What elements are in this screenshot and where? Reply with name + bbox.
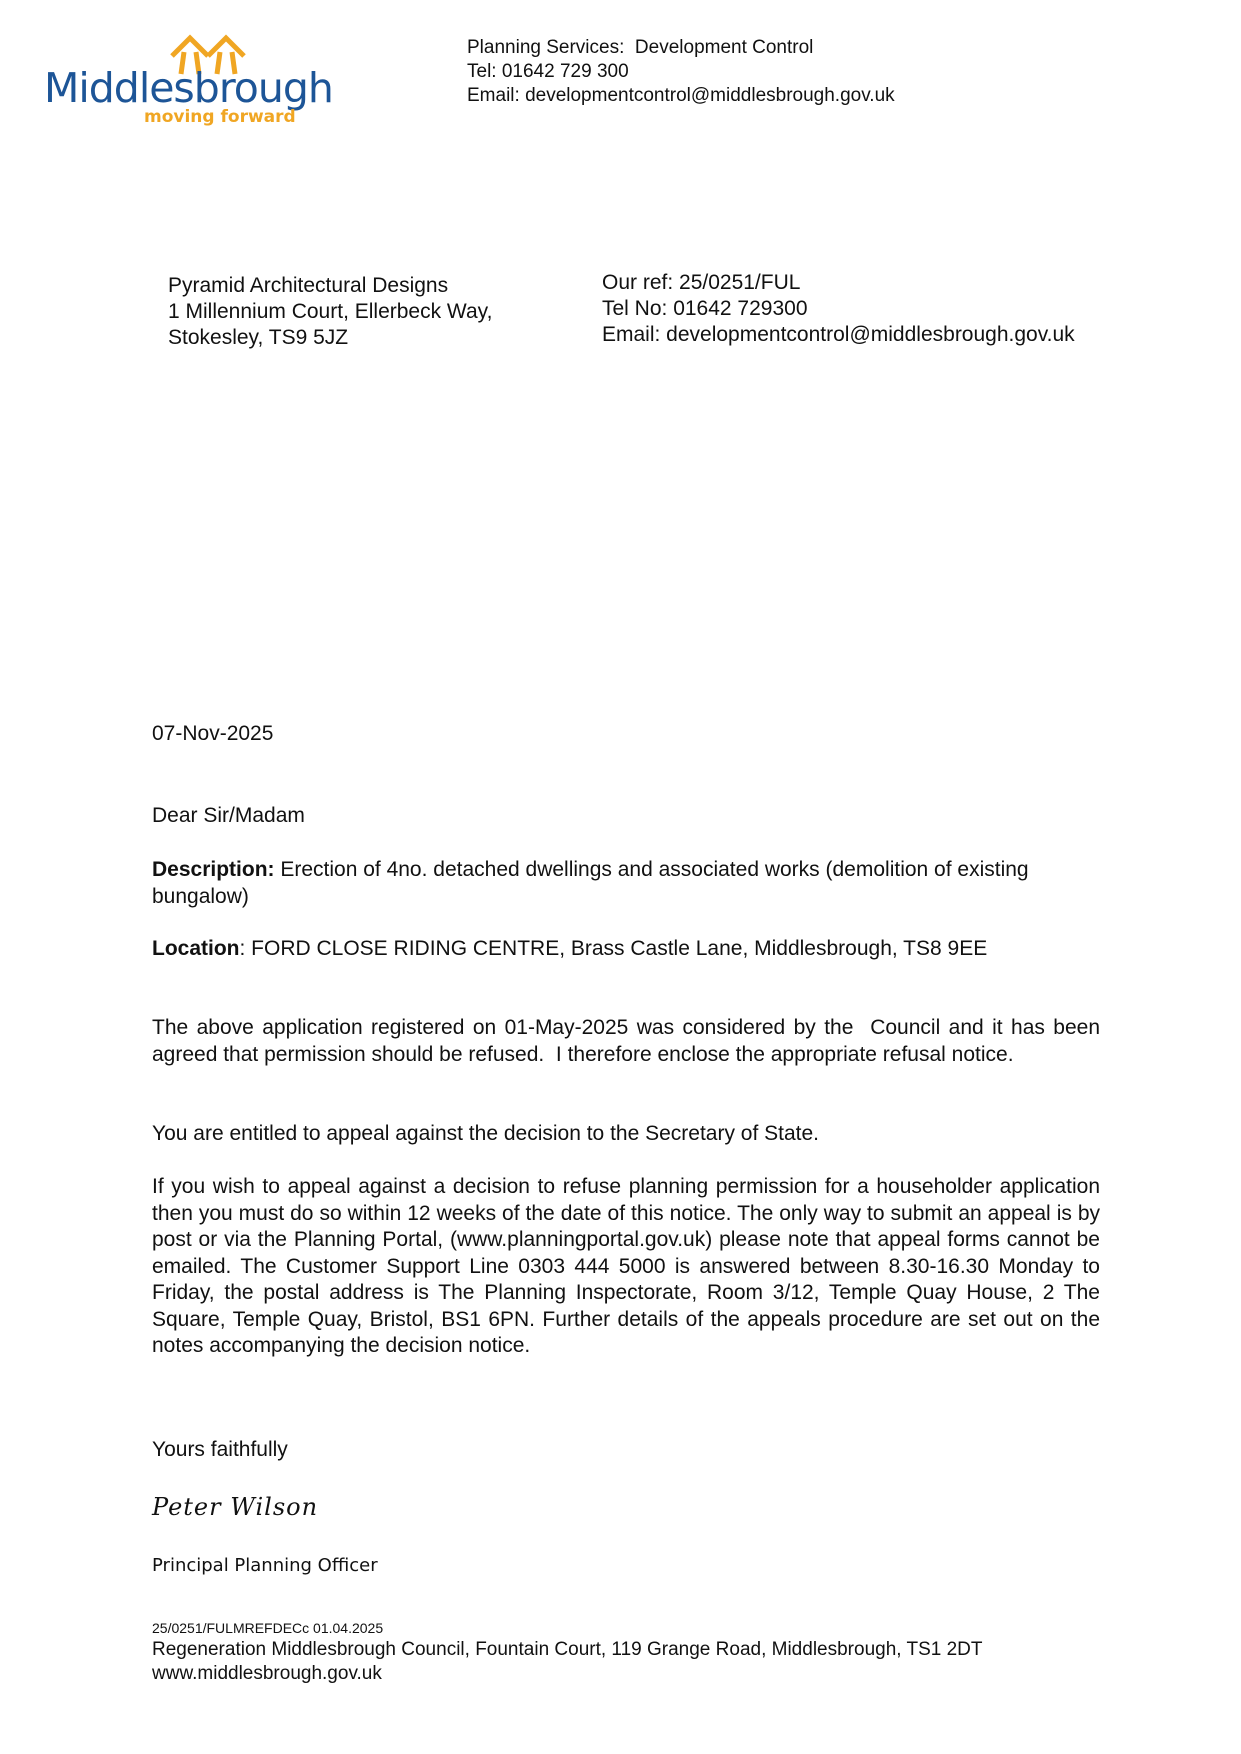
- sender-header: [467, 36, 895, 108]
- recipient-name: Pyramid Architectural Designs: [168, 274, 449, 297]
- location-label: Location: [152, 937, 240, 960]
- logo-tagline: moving forward: [144, 107, 296, 127]
- ref-tel: Tel No: 01642 729300: [602, 297, 808, 320]
- description-label: Description:: [152, 858, 275, 881]
- header-tel: Tel: 01642 729 300: [467, 61, 629, 82]
- our-ref: Our ref: 25/0251/FUL: [602, 271, 801, 294]
- department-line: Planning Services: Development Control: [467, 37, 814, 58]
- paragraph-appeal-right: You are entitled to appeal against the decision to the Secretary of State.: [152, 1122, 820, 1145]
- paragraph-appeal-process: If you wish to appeal against a decision to refuse planning permission for a householder application then you must do so within 12 weeks of the date of this notice. The only way to submit an appeal is by post or via the Planning Portal, (www.planningportal.gov.uk) please note that appeal forms cannot be emailed. The Customer Support Line 0303 444 5000 is answered between 8.30-16.30 Monday to Friday, the postal address is The Planning Inspectorate, Room 3/12, Temple Quay House, 2 The Square, Temple Quay, Bristol, BS1 6PN. Further details of the appeals procedure are set out on the notes accompanying the decision notice.: [152, 1175, 1100, 1357]
- footer-doc-code: 25/0251/FULMREFDECc 01.04.2025: [152, 1620, 384, 1636]
- recipient-address: [168, 273, 492, 351]
- letter-date: 07-Nov-2025: [152, 722, 274, 745]
- recipient-line1: 1 Millennium Court, Ellerbeck Way,: [168, 300, 493, 323]
- paragraph-decision: The above application registered on 01-May-2025 was considered by the Council and it has been agreed that permission should be refused. I therefore enclose the appropriate refusal notice.: [152, 1016, 1106, 1066]
- footer-website: www.middlesbrough.gov.uk: [152, 1663, 382, 1684]
- council-logo: [44, 34, 334, 129]
- description: [152, 857, 1052, 910]
- ref-email: Email: developmentcontrol@middlesbrough.gov.uk: [602, 323, 1075, 346]
- recipient-line2: Stokesley, TS9 5JZ: [168, 326, 349, 349]
- logo-wordmark: Middlesbrough: [44, 64, 333, 112]
- reference-block: [602, 270, 1075, 348]
- signatory-title: Principal Planning Officer: [152, 1555, 378, 1576]
- signature: Peter Wilson: [152, 1493, 319, 1521]
- header-email: Email: developmentcontrol@middlesbrough.gov.uk: [467, 85, 895, 106]
- salutation: Dear Sir/Madam: [152, 804, 305, 827]
- footer-address: Regeneration Middlesbrough Council, Fountain Court, 119 Grange Road, Middlesbrough, TS1 2DT: [152, 1639, 983, 1660]
- location: [152, 936, 1112, 963]
- closing: Yours faithfully: [152, 1438, 288, 1461]
- location-text: : FORD CLOSE RIDING CENTRE, Brass Castle Lane, Middlesbrough, TS8 9EE: [239, 937, 988, 960]
- description-text: Erection of 4no. detached dwellings and associated works (demolition of existing bungalow): [152, 858, 1029, 908]
